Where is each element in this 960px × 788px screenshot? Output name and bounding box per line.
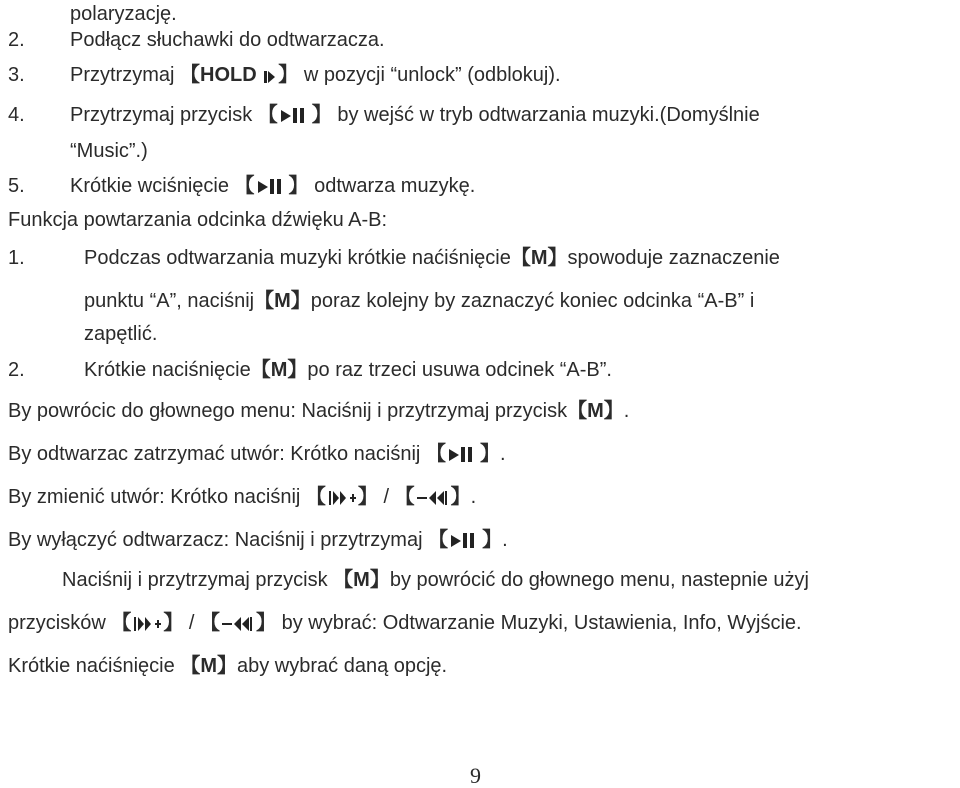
- key-m: M: [270, 359, 288, 381]
- text-line: polaryzację.: [70, 3, 177, 25]
- text-line: zapętlić.: [84, 323, 158, 345]
- key-label: HOLD: [200, 64, 257, 86]
- key-m: M: [200, 655, 217, 677]
- prev-icon: [222, 615, 254, 633]
- section-heading: Funkcja powtarzania odcinka dźwięku A-B:: [8, 209, 388, 231]
- play-pause-icon: [450, 532, 480, 550]
- text-line: punktu “A”, naciśnij【M】poraz kolejny by zaznaczyć koniec odcinka “A-B” i: [84, 290, 755, 312]
- text-line: By odtwarzac zatrzymać utwór: Krótko naciśnij 【 】.: [8, 443, 506, 465]
- list-item-text: Podczas odtwarzania muzyki krótkie naćiśnięcie【M】spowoduje zaznaczenie: [84, 247, 780, 269]
- key-m: M: [353, 569, 370, 591]
- text-line: “Music”.): [70, 140, 148, 162]
- next-icon: [133, 615, 161, 633]
- list-item: 3.: [8, 64, 25, 86]
- next-icon: [328, 489, 356, 507]
- play-pause-icon: [448, 446, 478, 464]
- prev-icon: [417, 489, 449, 507]
- key-m: M: [587, 400, 604, 422]
- list-item: 5.: [8, 175, 25, 197]
- list-item: 2.: [8, 29, 25, 51]
- list-item-text: Przytrzymaj przycisk 【 】 by wejść w tryb odtwarzania muzyki.(Domyślnie: [70, 104, 760, 126]
- text-line: Naciśnij i przytrzymaj przycisk 【M】by powrócić do głownego menu, nastepnie użyj: [62, 569, 809, 591]
- page-number: 9: [470, 763, 481, 788]
- list-item-text: Podłącz słuchawki do odtwarzacza.: [70, 29, 385, 51]
- text-line: Krótkie naćiśnięcie 【M】aby wybrać daną opcję.: [8, 655, 448, 677]
- text-line: By zmienić utwór: Krótko naciśnij 【 】 / 【 】.: [8, 486, 477, 508]
- list-item: 2.: [8, 359, 25, 381]
- key-m: M: [274, 290, 291, 312]
- list-item: 1.: [8, 247, 25, 269]
- text-line: przycisków 【 】 / 【 】 by wybrać: Odtwarzanie Muzyki, Ustawienia, Info, Wyjście.: [8, 612, 802, 634]
- hold-arrow-icon: [264, 69, 276, 85]
- play-pause-icon: [280, 107, 310, 125]
- list-item-text: Krótkie wciśnięcie 【 】 odtwarza muzykę.: [70, 175, 476, 197]
- text-line: By wyłączyć odtwarzacz: Naciśnij i przytrzymaj 【 】.: [8, 529, 508, 551]
- text-line: By powrócic do głownego menu: Naciśnij i przytrzymaj przycisk【M】.: [8, 400, 630, 422]
- play-pause-icon: [257, 178, 287, 196]
- list-item-text: Krótkie naciśnięcie【M】po raz trzeci usuwa odcinek “A-B”.: [84, 359, 612, 381]
- list-item: 4.: [8, 104, 25, 126]
- key-m: M: [530, 247, 548, 269]
- list-item-text: Przytrzymaj 【HOLD 】 w pozycji “unlock” (odblokuj).: [70, 64, 561, 86]
